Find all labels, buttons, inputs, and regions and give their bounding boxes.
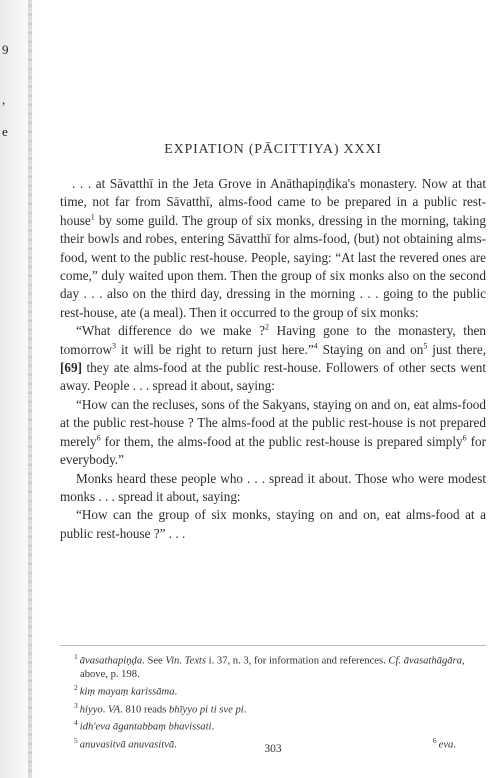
paragraph: . . . at Sāvatthī in the Jeta Grove in Anāthapiṇḍika's monastery. Now at that time, not far from Sāvatthī, alms-food came to be prepared in a public rest-house$^1$ by some guild. The group of six monks, dressing in the morning, taking their bowls and robes, entering Sāvatthī for alms-food, (but) not obtaining alms-food, went to the public rest-house. People, saying: “At last the revered ones are come,” duly waited upon them. Then the group of six monks also on the second day . . . also on the third day, dressing in the morning . . . going to the public rest-house, ate (a meal). Then it occurred to the group of six monks: bbox=[60, 176, 486, 320]
margin-fragment-top: 9 bbox=[2, 42, 9, 57]
main-text bbox=[60, 175, 486, 543]
paragraph: “How can the recluses, sons of the Sakyans, staying on and on, eat alms-food at the public rest-house ? The alms-food at the public rest-house is not prepared merely$^6$ for them, the alms-food at the public rest-house is prepared simply$^6$ for everybody.” bbox=[60, 396, 486, 468]
margin-fragment-low: e bbox=[2, 124, 8, 139]
footnotes bbox=[60, 650, 486, 752]
footnote: $^4$ idh'eva āgantabbaṃ bhavissati. bbox=[74, 718, 215, 733]
binding-gutter bbox=[0, 0, 44, 778]
page-number: 303 bbox=[264, 743, 282, 755]
page-title: EXPIATION (PĀCITTIYA) XXXI bbox=[164, 142, 382, 157]
footnote-divider bbox=[60, 645, 486, 646]
paragraph: “How can the group of six monks, staying on and on, eat alms-food at a public rest-house ?” . . . bbox=[60, 507, 486, 541]
footnote: $^3$ hiyyo. VA. 810 reads bhīyyo pi ti sve pi. bbox=[74, 700, 247, 716]
paragraph: “What difference do we make ?$^2$ Having gone to the monastery, then tomorrow$^3$ it will be right to return just here.”$^4$ Staying on and $on^5$ just there, [69] they ate alms-food at the public rest-house. Followers of other sects went away. People . . . spread it about, saying: bbox=[60, 322, 486, 394]
page-edge-shadow bbox=[28, 0, 32, 778]
footnote: $^2$ kiṃ mayaṃ karissāma. bbox=[74, 682, 178, 698]
margin-fragment-mid: , bbox=[2, 92, 6, 107]
footnote: $^5$ anuvasitvā anuvasitvā. $^6$ eva. bbox=[74, 736, 456, 751]
footnote: $^1$ āvasathapiṇḍa. See Vin. Texts i. 37, n. 3, for information and references. Cf. āvasathāgāra, above, p. 198. bbox=[74, 652, 465, 680]
paragraph: Monks heard these people who . . . spread it about. Those who were modest monks . . . spread it about, saying: bbox=[60, 470, 486, 504]
